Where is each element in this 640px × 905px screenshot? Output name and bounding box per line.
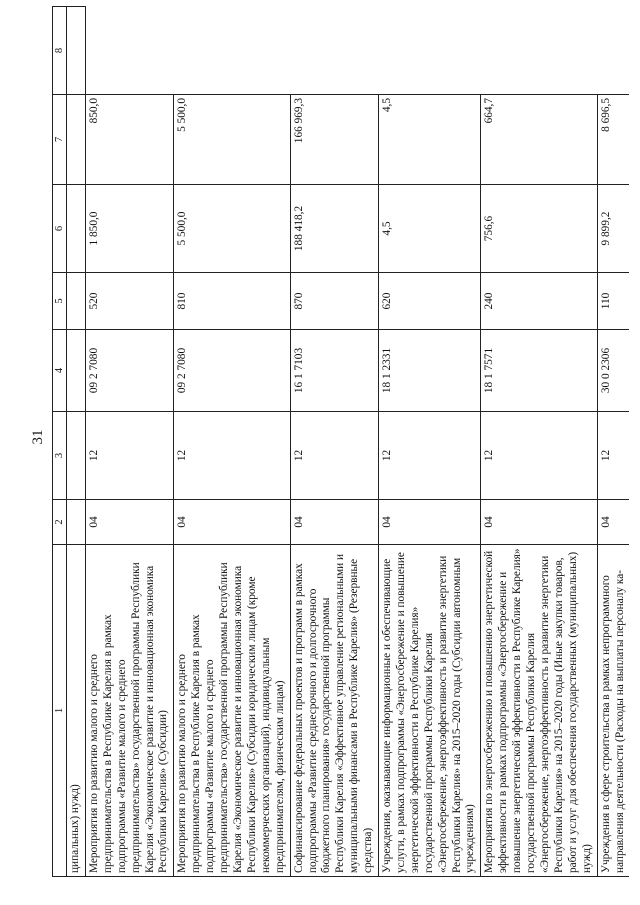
amount-col8: 5 500,0: [174, 95, 290, 185]
row-name-cell: Мероприятия по развитию малого и среднего предпринимательства в Республике Карелия в рамках подпрограммы «Развитие малого и среднего предпринимательства» государственной программы Республики Карелия «Экономическое развитие и инновационная экономика Республики Карелия» (Субсидии): [85, 545, 173, 877]
rotated-page: [52, 7, 626, 877]
header-cell: 8: [53, 7, 67, 95]
amount-col7: 1 850,0: [85, 185, 173, 273]
row-name-cell: Учреждения, оказывающие информационные и обеспечивающие услуги, в рамках подпрограммы «Энергосбережение и повышение энергетической эффективности в Республике Карелия» государственной программы Республики Карелия «Энергосбережение, энергоэффективность и развитие энергетики Республики Карелия» на 2015–2020 годы (Субсидии автономным учреждениям): [379, 545, 481, 877]
table-row: [290, 7, 378, 877]
section-code: 04: [481, 500, 597, 545]
section-code: 04: [597, 500, 629, 545]
budget-table: [52, 6, 629, 877]
expense-type-code: 520: [85, 273, 173, 330]
header-row: [53, 7, 67, 877]
expense-type-code: 870: [290, 273, 378, 330]
subsection-code: 12: [379, 412, 481, 500]
amount-col7: 4,5: [379, 185, 481, 273]
expense-type-code: 110: [597, 273, 629, 330]
table-row: [481, 7, 597, 877]
table-row: [597, 7, 629, 877]
amount-col8: 850,0: [85, 95, 173, 185]
target-article-code: 18 1 2331: [379, 330, 481, 412]
subsection-code: 12: [481, 412, 597, 500]
continuation-row: [67, 7, 86, 877]
section-code: 04: [379, 500, 481, 545]
section-code: 04: [290, 500, 378, 545]
table-row: [174, 7, 290, 877]
row-name-cell: Мероприятия по развитию малого и среднего предпринимательства в Республике Карелия в рамках подпрограммы «Развитие малого и среднего предпринимательства» государственной программы Республики Карелия «Экономическое развитие и инновационная экономика Республики Карелия» (Субсидии юридическим лицам (кроме некоммерческих организаций), индивидуальным предпринимателям, физическим лицам): [174, 545, 290, 877]
header-cell: 4: [53, 330, 67, 412]
target-article-code: 30 0 2306: [597, 330, 629, 412]
row-name-cell: Учреждения в сфере строительства в рамках непрограммного направления деятельности (Расходы на выплаты персоналу ка-: [597, 545, 629, 877]
row-name-cell: Софинансирование федеральных проектов и программ в рамках подпрограммы «Развитие среднесрочного и долгосрочного бюджетного планирования» государственной программы Республики Карелия «Эффективное управление региональными и муниципальными финансами в Республике Карелия» (Резервные средства): [290, 545, 378, 877]
amount-col7: 5 500,0: [174, 185, 290, 273]
amount-col8: 4,5: [379, 95, 481, 185]
table-row: [85, 7, 173, 877]
subsection-code: 12: [174, 412, 290, 500]
row-name-cell: ципальных) нужд): [67, 545, 86, 877]
page-number: 31: [30, 429, 46, 445]
header-cell: 7: [53, 95, 67, 185]
section-code: 04: [85, 500, 173, 545]
table-row: [379, 7, 481, 877]
subsection-code: 12: [290, 412, 378, 500]
section-code: 04: [174, 500, 290, 545]
target-article-code: 18 1 7571: [481, 330, 597, 412]
subsection-code: 12: [85, 412, 173, 500]
header-cell: 3: [53, 412, 67, 500]
amount-col8: 664,7: [481, 95, 597, 185]
target-article-code: 09 2 7080: [85, 330, 173, 412]
amount-col7: 188 418,2: [290, 185, 378, 273]
amount-col8: 166 969,3: [290, 95, 378, 185]
amount-col7: 9 899,2: [597, 185, 629, 273]
expense-type-code: 810: [174, 273, 290, 330]
header-cell: 5: [53, 273, 67, 330]
amount-col7: 756,6: [481, 185, 597, 273]
expense-type-code: 620: [379, 273, 481, 330]
header-cell: 6: [53, 185, 67, 273]
header-cell: 1: [53, 545, 67, 877]
header-cell: 2: [53, 500, 67, 545]
target-article-code: 09 2 7080: [174, 330, 290, 412]
expense-type-code: 240: [481, 273, 597, 330]
subsection-code: 12: [597, 412, 629, 500]
row-name-cell: Мероприятия по энергосбережению и повышению энергетической эффективности в рамках подпрограммы «Энергосбережение и повышение энергетической эффективности в Республике Карелия» государственной программы Республики Карелия «Энергосбережение, энергоэффективность и развитие энергетики Республики Карелия» на 2015–2020 годы (Иные закупки товаров, работ и услуг для обеспечения государственных (муниципальных) нужд): [481, 545, 597, 877]
target-article-code: 16 1 7103: [290, 330, 378, 412]
amount-col8: 8 696,5: [597, 95, 629, 185]
